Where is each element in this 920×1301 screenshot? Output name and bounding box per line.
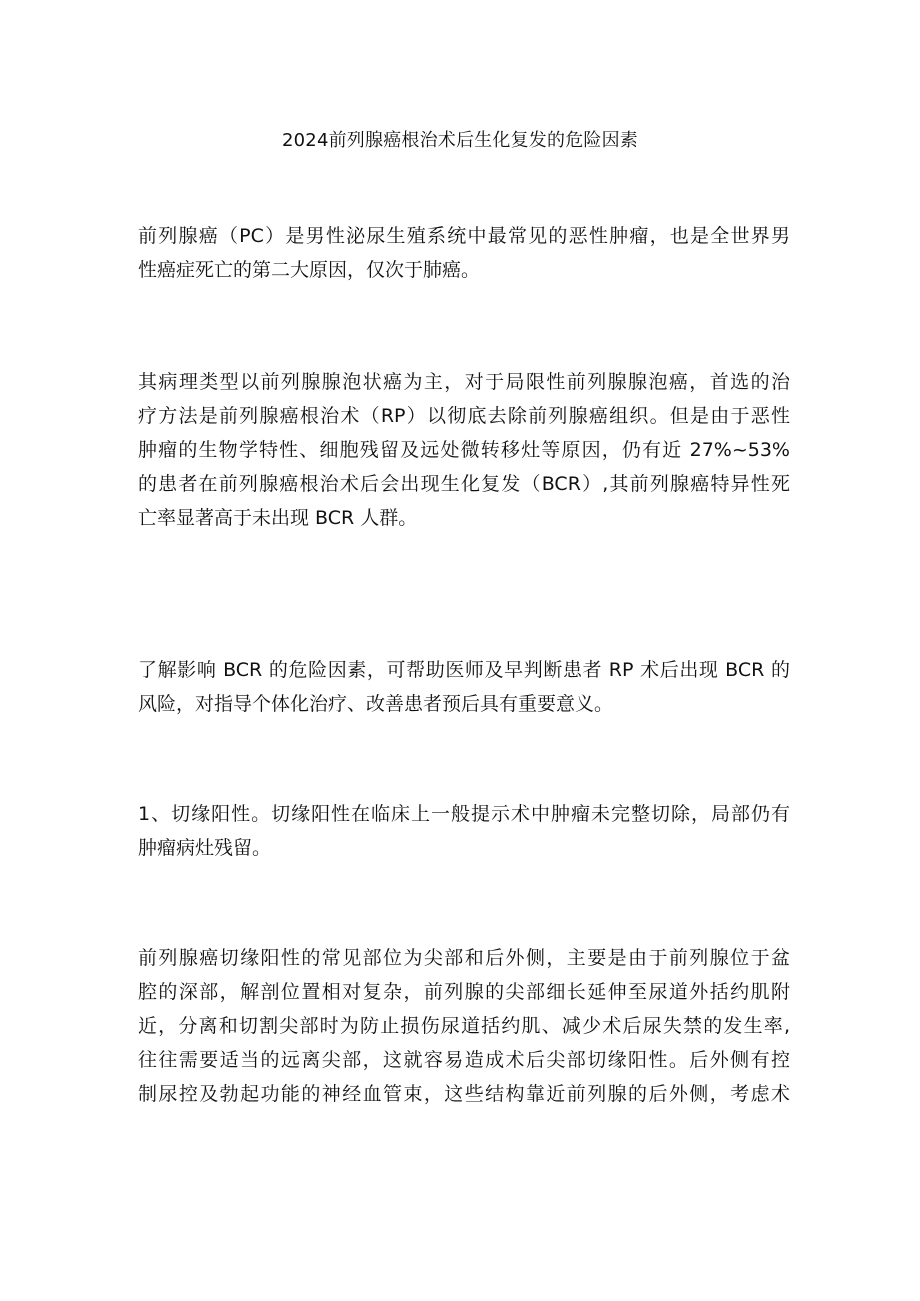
- text-line: 性癌症死亡的第二大原因，仅次于肺癌。: [138, 259, 481, 281]
- text-line: 近，分离和切割尖部时为防止损伤尿道括约肌、减少术后尿失禁的发生率,: [138, 1015, 790, 1037]
- text-line: 肿瘤病灶残留。: [138, 837, 272, 859]
- text-line: 了解影响 BCR 的危险因素，可帮助医师及早判断患者 RP 术后出现 BCR 的: [138, 659, 790, 681]
- text-line: 风险，对指导个体化治疗、改善患者预后具有重要意义。: [138, 693, 614, 715]
- text-line: 制尿控及勃起功能的神经血管束，这些结构靠近前列腺的后外侧，考虑术: [138, 1083, 790, 1105]
- text-line: 的患者在前列腺癌根治术后会出现生化复发（BCR）,其前列腺癌特异性死: [138, 473, 790, 495]
- paragraph-positive-margin: [138, 797, 790, 865]
- text-line: 其病理类型以前列腺腺泡状癌为主，对于局限性前列腺腺泡癌，首选的治: [138, 371, 790, 393]
- text-line: 亡率显著高于未出现 BCR 人群。: [138, 507, 418, 529]
- text-line: 往往需要适当的远离尖部，这就容易造成术后尖部切缘阳性。后外侧有控: [138, 1049, 790, 1071]
- document-title: 2024前列腺癌根治术后生化复发的危险因素: [281, 130, 638, 151]
- text-line: 前列腺癌切缘阳性的常见部位为尖部和后外侧，主要是由于前列腺位于盆: [138, 947, 790, 969]
- text-line: 腔的深部，解剖位置相对复杂，前列腺的尖部细长延伸至尿道外括约肌附: [138, 981, 790, 1003]
- text-line: 前列腺癌（PC）是男性泌尿生殖系统中最常见的恶性肿瘤，也是全世界男: [138, 225, 790, 247]
- text-line: 疗方法是前列腺癌根治术（RP）以彻底去除前列腺癌组织。但是由于恶性: [138, 405, 790, 427]
- paragraph-pathology: [138, 365, 790, 535]
- text-line: 1、切缘阳性。切缘阳性在临床上一般提示术中肿瘤未完整切除，局部仍有: [138, 803, 790, 825]
- paragraph-margin-sites: [138, 941, 790, 1111]
- text-line: 肿瘤的生物学特性、细胞残留及远处微转移灶等原因，仍有近 27%~53%: [138, 439, 790, 461]
- paragraph-risk-factors: [138, 653, 790, 721]
- paragraph-intro: [138, 219, 790, 287]
